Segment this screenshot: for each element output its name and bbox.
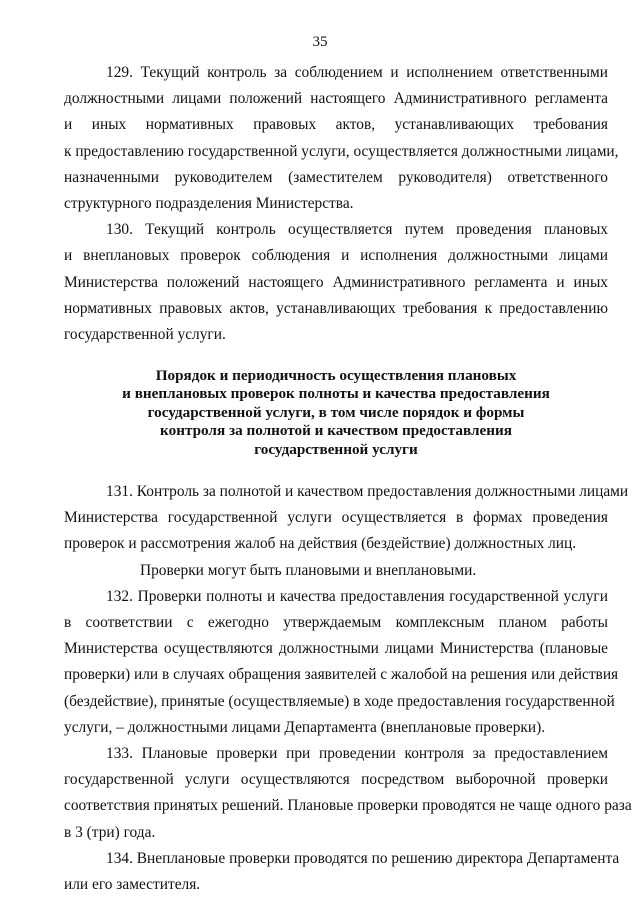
section-heading: [64, 367, 608, 459]
paragraph-133: [64, 741, 632, 846]
paragraph-129: [64, 60, 619, 217]
text-line: нормативных правовых актов, устанавливающих требования к предоставлению: [64, 299, 608, 317]
text-line: услуги, – должностными лицами Департамента (внеплановые проверки).: [64, 718, 546, 736]
heading-line: государственной услуги: [254, 440, 418, 458]
text-line: 131. Контроль за полнотой и качеством предоставления должностными лицами: [106, 483, 629, 501]
heading-line: государственной услуги, в том числе порядок и формы: [147, 403, 525, 421]
heading-line: Порядок и периодичность осуществления плановых: [155, 367, 517, 385]
text-line: государственной услуги.: [64, 325, 226, 343]
page-number: 35: [312, 34, 328, 50]
text-line: соответствия принятых решений. Плановые проверки проводятся не чаще одного раза: [64, 797, 632, 815]
text-line: и внеплановых проверок соблюдения и исполнения должностными лицами: [64, 247, 608, 265]
paragraph-134: [64, 846, 620, 898]
text-line: (бездействие), принятые (осуществляемые) в ходе предоставления государственной: [64, 692, 615, 710]
text-line: назначенными руководителем (заместителем руководителя) ответственного: [64, 168, 608, 186]
text-line: или его заместителя.: [64, 875, 201, 893]
text-line: Министерства государственной услуги осуществляется в формах проведения: [64, 509, 608, 527]
heading-line: и внеплановых проверок полноты и качества предоставления: [122, 385, 550, 403]
text-line: Министерства осуществляются должностными лицами Министерства (плановые: [64, 640, 608, 658]
text-line: 134. Внеплановые проверки проводятся по решению директора Департамента: [106, 849, 620, 867]
text-line: 132. Проверки полноты и качества предоставления государственной услуги: [106, 587, 608, 605]
text-line: 129. Текущий контроль за соблюдением и исполнением ответственными: [106, 64, 608, 81]
paragraph-131: [64, 479, 629, 558]
text-line: и иных нормативных правовых актов, устанавливающих требования: [64, 116, 608, 134]
text-line: должностными лицами положений настоящего Административного регламента: [64, 90, 608, 108]
document-body: [64, 60, 632, 898]
text-line: в соответствии с ежегодно утверждаемым комплексным планом работы: [64, 614, 608, 632]
text-line: к предоставлению государственной услуги, осуществляется должностными лицами,: [64, 142, 619, 160]
paragraph-131-note: Проверки могут быть плановыми и внеплановыми.: [140, 561, 477, 579]
paragraph-132: [64, 584, 619, 741]
text-line: проверки) или в случаях обращения заявителей с жалобой на решения или действия: [64, 666, 619, 684]
text-line: проверок и рассмотрения жалоб на действия (бездействие) должностных лиц.: [64, 535, 577, 553]
text-line: Министерства положений настоящего Административного регламента и иных: [64, 273, 608, 291]
text-line: 130. Текущий контроль осуществляется путем проведения плановых: [106, 221, 608, 239]
heading-line: контроля за полнотой и качеством предоставления: [160, 422, 512, 440]
paragraph-130: [64, 217, 608, 348]
text-line: в 3 (три) года.: [64, 823, 156, 841]
text-line: государственной услуги осуществляются посредством выборочной проверки: [64, 771, 608, 789]
text-line: 133. Плановые проверки при проведении контроля за предоставлением: [106, 744, 608, 762]
text-line: структурного подразделения Министерства.: [64, 194, 354, 212]
